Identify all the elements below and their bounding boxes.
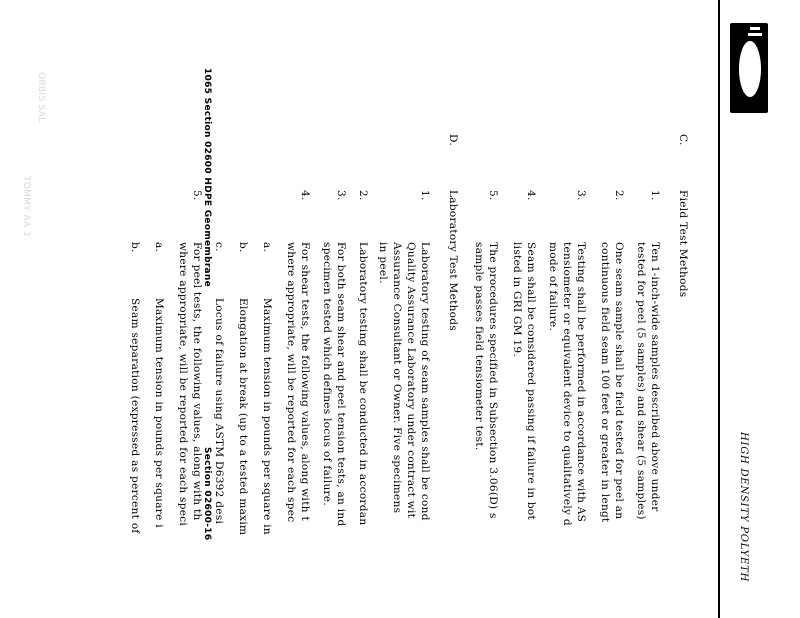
d-item-4c-line-1: Locus of failure using ASTM D6392 desi — [213, 298, 225, 525]
c-item-5-line-1: The procedures specified in Subsection 3.06(D) s — [487, 242, 499, 519]
d-item-2-num: 2. — [357, 190, 369, 201]
header-rule — [719, 0, 721, 618]
d-item-5a-line-1: Maximum tension in pounds per square i — [153, 298, 165, 528]
d-item-4-line-1: For shear tests, the following values, along with t — [299, 242, 311, 521]
bleed-through-line-2: TOMMY AA 3 — [21, 176, 31, 237]
c-item-1-line-1: Ten 1-inch-wide samples described above under — [649, 242, 661, 512]
d-item-1-num: 1. — [419, 190, 431, 201]
d-item-1-line-3: Assurance Consultant or Owner. Five specimens — [391, 242, 403, 514]
c-item-3-line-2: tensiometer or equivalent device to qualitatively d — [561, 242, 573, 526]
d-item-3-line-2: specimen tested which defines locus of failure. — [321, 242, 333, 507]
d-item-1-line-1: Laboratory testing of seam samples shall be cond — [419, 242, 431, 521]
c-item-2-line-1: One seam sample shall be field tested for peel an — [613, 242, 625, 520]
c-item-5-line-2: sample passes field tensiometer test. — [473, 242, 485, 451]
section-c-title: Field Test Methods — [677, 190, 689, 298]
c-item-2-line-2: continuous field seam 100 feet or greater in lengt — [599, 242, 611, 523]
d-item-4c-letter: c. — [213, 242, 225, 252]
d-item-5-line-1: For peel tests, the following values, along with th — [191, 242, 203, 521]
d-item-4-num: 4. — [299, 190, 311, 201]
d-item-4b-letter: b. — [237, 242, 249, 253]
c-item-5-num: 5. — [487, 190, 499, 201]
d-item-3-line-1: For both seam shear and peel tension tests, an ind — [335, 242, 347, 527]
section-c-letter: C. — [677, 134, 689, 146]
d-item-5b-line-1: Seam separation (expressed as percent of — [129, 298, 141, 534]
c-item-3-num: 3. — [575, 190, 587, 201]
d-item-1-line-2: Quality Assurance Laboratory under contract wit — [405, 242, 417, 519]
c-item-2-num: 2. — [613, 190, 625, 201]
c-item-4-num: 4. — [525, 190, 537, 201]
d-item-4a-line-1: Maximum tension in pounds per square in — [261, 298, 273, 535]
bleed-through-line-1: ORBIS SAL — [36, 72, 46, 123]
d-item-1-line-4: in peel. — [377, 242, 389, 284]
d-item-4-line-2: where appropriate, will be reported for each spec — [285, 242, 297, 523]
c-item-4-line-1: Seam shall be considered passing if failure in bot — [525, 242, 537, 521]
header-title: HIGH DENSITY POLYETH — [738, 432, 749, 583]
footer-right: Section 02600-16 — [202, 447, 212, 541]
d-item-5-num: 5. — [191, 190, 203, 201]
c-item-4-line-2: listed in GRI GM 19. — [511, 242, 523, 358]
company-logo — [730, 23, 768, 113]
c-item-3-line-3: mode of failure. — [547, 242, 559, 332]
d-item-5b-letter: b. — [129, 242, 141, 253]
section-d-title: Laboratory Test Methods — [447, 190, 459, 332]
c-item-1-line-2: tested for peel (5 samples) and shear (5 samples) — [635, 242, 647, 520]
d-item-5-line-2: where appropriate, will be reported for each speci — [177, 242, 189, 527]
d-item-4a-letter: a. — [261, 242, 273, 253]
d-item-3-num: 3. — [335, 190, 347, 201]
d-item-2-line-1: Laboratory testing shall be conducted in accordan — [357, 242, 369, 526]
d-item-5a-letter: a. — [153, 242, 165, 253]
footer-left: 1065 Section 02600 HDPE Geomembrane — [202, 68, 212, 288]
d-item-4b-line-1: Elongation at break (up to a tested maxim — [237, 298, 249, 536]
section-d-letter: D. — [447, 134, 459, 146]
c-item-3-line-1: Testing shall be performed in accordance with AS — [575, 242, 587, 523]
c-item-1-num: 1. — [649, 190, 661, 201]
